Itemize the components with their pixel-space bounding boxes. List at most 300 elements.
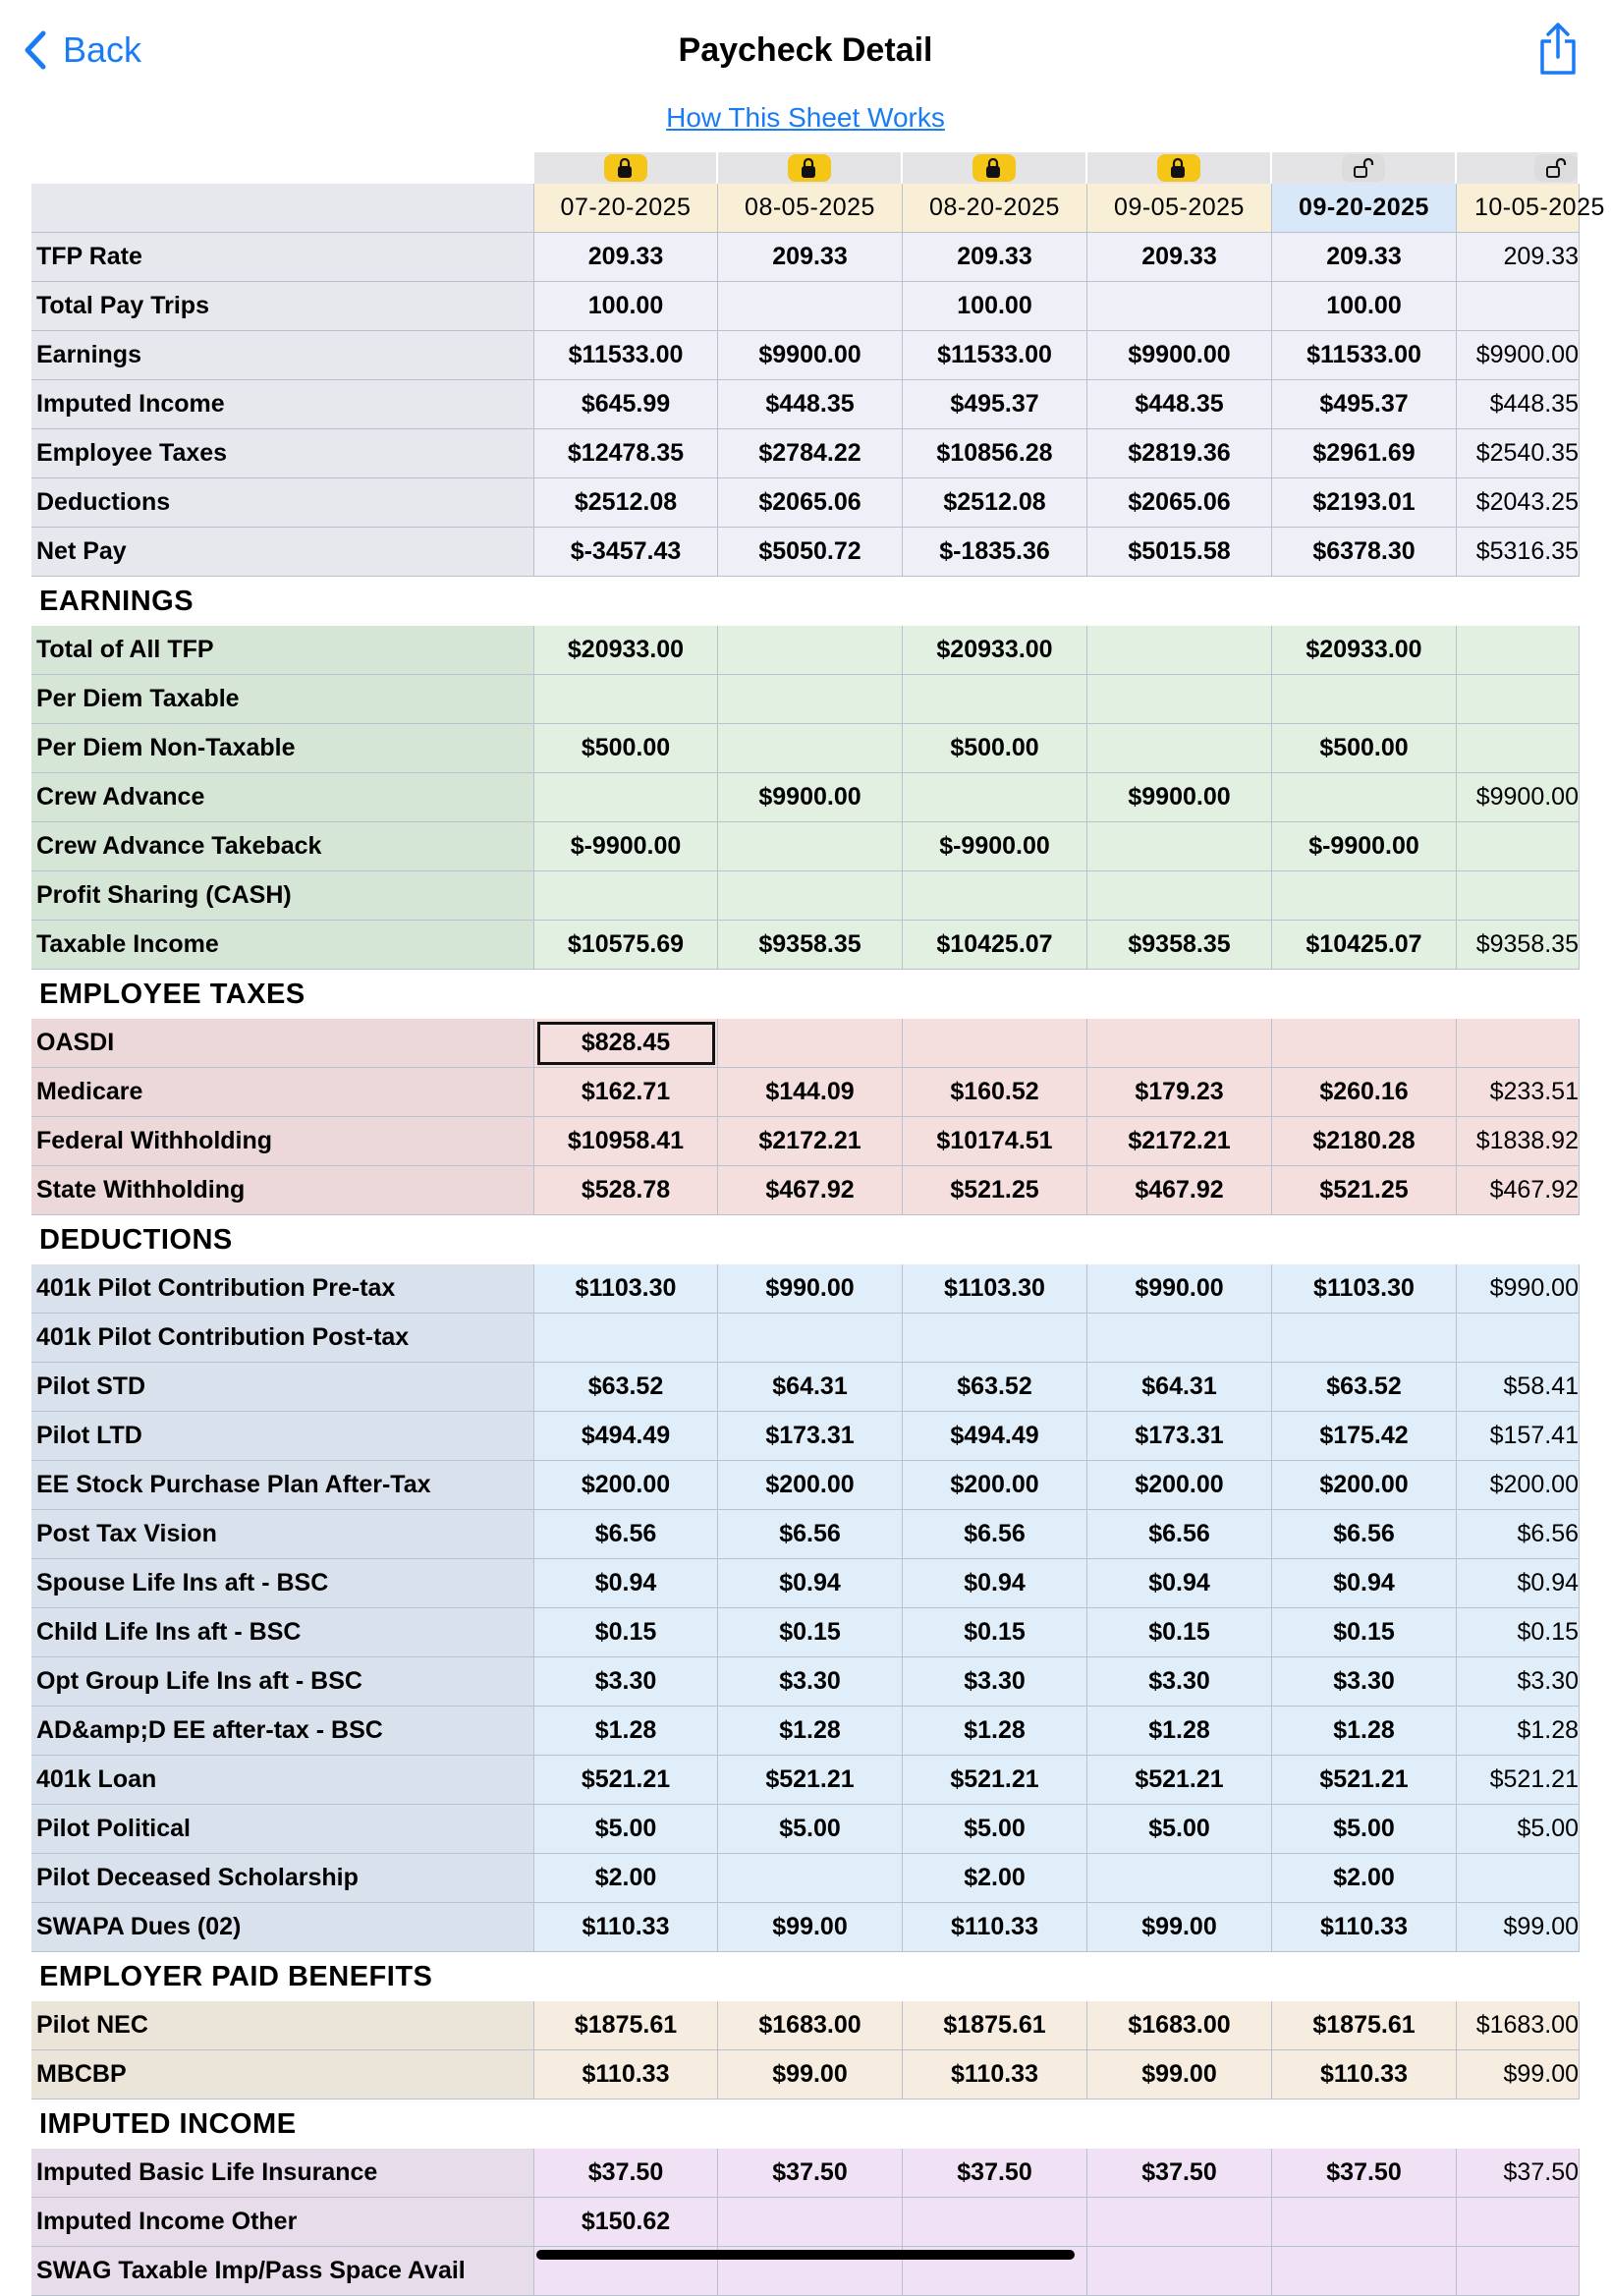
value-cell[interactable]: $157.41 [1457, 1412, 1580, 1461]
row-label: Pilot NEC [31, 2001, 534, 2050]
lock-button[interactable] [1157, 154, 1200, 182]
value-cell[interactable]: $20933.00 [903, 626, 1087, 675]
value-cell[interactable] [1087, 724, 1272, 773]
table-row [31, 1363, 1580, 1412]
value-cell[interactable] [534, 871, 718, 921]
value-cell[interactable]: $3.30 [903, 1657, 1087, 1707]
value-cell[interactable]: $5.00 [903, 1805, 1087, 1854]
value-cell[interactable] [1457, 1854, 1580, 1903]
value-cell[interactable]: 100.00 [534, 282, 718, 331]
value-cell[interactable]: $2.00 [903, 1854, 1087, 1903]
lock-cell [534, 152, 718, 184]
value-cell[interactable]: $6.56 [718, 1510, 903, 1559]
date-header[interactable]: 10-05-2025 [1457, 184, 1580, 233]
value-cell[interactable]: $11533.00 [903, 331, 1087, 380]
table-row [31, 1264, 1580, 1314]
value-cell[interactable]: $467.92 [1087, 1166, 1272, 1215]
value-cell[interactable]: $2784.22 [718, 429, 903, 478]
value-cell[interactable]: $99.00 [1457, 2050, 1580, 2100]
row-label: AD&amp;D EE after-tax - BSC [31, 1707, 534, 1756]
value-cell[interactable]: $1683.00 [1457, 2001, 1580, 2050]
value-cell[interactable]: $448.35 [1087, 380, 1272, 429]
lock-button[interactable] [972, 154, 1016, 182]
value-cell[interactable]: $2.00 [1272, 1854, 1457, 1903]
value-cell[interactable]: $1.28 [903, 1707, 1087, 1756]
value-cell[interactable]: 209.33 [1457, 233, 1580, 282]
value-cell[interactable]: $1683.00 [718, 2001, 903, 2050]
paycheck-grid [31, 152, 1605, 2284]
value-cell[interactable]: $9900.00 [1457, 331, 1580, 380]
value-cell[interactable]: $1875.61 [534, 2001, 718, 2050]
value-cell[interactable]: $110.33 [534, 2050, 718, 2100]
value-cell[interactable]: $37.50 [903, 2149, 1087, 2198]
value-cell[interactable] [903, 675, 1087, 724]
value-cell[interactable]: $448.35 [718, 380, 903, 429]
value-cell[interactable]: $0.94 [1272, 1559, 1457, 1608]
value-cell[interactable]: $6.56 [903, 1510, 1087, 1559]
value-cell[interactable]: $162.71 [534, 1068, 718, 1117]
value-cell[interactable]: $5316.35 [1457, 528, 1580, 577]
row-label: 401k Pilot Contribution Pre-tax [31, 1264, 534, 1314]
value-cell[interactable]: $6.56 [1272, 1510, 1457, 1559]
value-cell[interactable]: $58.41 [1457, 1363, 1580, 1412]
value-cell[interactable]: $10856.28 [903, 429, 1087, 478]
table-row [31, 1805, 1580, 1854]
value-cell[interactable]: $0.15 [1457, 1608, 1580, 1657]
value-cell[interactable] [1272, 2198, 1457, 2247]
value-cell[interactable]: $260.16 [1272, 1068, 1457, 1117]
value-cell[interactable]: $2512.08 [903, 478, 1087, 528]
value-cell[interactable]: $1103.30 [1272, 1264, 1457, 1314]
row-label: Imputed Income [31, 380, 534, 429]
header-corner [31, 184, 534, 233]
value-cell[interactable]: $-3457.43 [534, 528, 718, 577]
value-cell[interactable]: $500.00 [903, 724, 1087, 773]
value-cell[interactable] [718, 626, 903, 675]
value-cell[interactable]: $521.21 [1457, 1756, 1580, 1805]
value-cell[interactable] [1087, 675, 1272, 724]
value-cell[interactable]: $0.94 [1457, 1559, 1580, 1608]
row-label: Total Pay Trips [31, 282, 534, 331]
value-cell[interactable]: $467.92 [1457, 1166, 1580, 1215]
value-cell[interactable]: $10425.07 [903, 921, 1087, 970]
value-cell[interactable]: $9900.00 [1087, 331, 1272, 380]
value-cell[interactable]: $3.30 [1457, 1657, 1580, 1707]
value-cell[interactable] [1457, 2247, 1580, 2296]
value-cell[interactable]: $500.00 [1272, 724, 1457, 773]
value-cell[interactable]: 209.33 [718, 233, 903, 282]
value-cell[interactable]: $6.56 [534, 1510, 718, 1559]
value-cell[interactable]: $37.50 [534, 2149, 718, 2198]
value-cell[interactable]: $0.94 [903, 1559, 1087, 1608]
value-cell[interactable]: $5015.58 [1087, 528, 1272, 577]
row-label: Deductions [31, 478, 534, 528]
row-label: Post Tax Vision [31, 1510, 534, 1559]
value-cell[interactable]: $179.23 [1087, 1068, 1272, 1117]
value-cell[interactable] [718, 2198, 903, 2247]
value-cell[interactable]: $2961.69 [1272, 429, 1457, 478]
unlock-button[interactable] [1342, 154, 1385, 182]
lock-icon [799, 157, 820, 179]
value-cell[interactable]: $521.25 [1272, 1166, 1457, 1215]
value-cell[interactable]: $521.25 [903, 1166, 1087, 1215]
value-cell[interactable]: $110.33 [903, 1903, 1087, 1952]
value-cell[interactable] [534, 773, 718, 822]
value-cell[interactable]: $37.50 [1457, 2149, 1580, 2198]
value-cell[interactable]: $5.00 [1457, 1805, 1580, 1854]
row-label: Imputed Basic Life Insurance [31, 2149, 534, 2198]
value-cell[interactable] [1087, 1854, 1272, 1903]
table-row [31, 1314, 1580, 1363]
table-row [31, 724, 1580, 773]
value-cell[interactable] [1272, 773, 1457, 822]
value-cell[interactable]: $200.00 [718, 1461, 903, 1510]
value-cell[interactable]: $20933.00 [1272, 626, 1457, 675]
table-row [31, 1166, 1580, 1215]
value-cell[interactable]: $99.00 [1087, 1903, 1272, 1952]
value-cell[interactable]: $990.00 [718, 1264, 903, 1314]
value-cell[interactable] [1457, 871, 1580, 921]
value-cell[interactable] [1457, 1314, 1580, 1363]
value-cell[interactable] [1087, 822, 1272, 871]
row-label: Total of All TFP [31, 626, 534, 675]
value-cell[interactable]: $1.28 [1457, 1707, 1580, 1756]
table-row [31, 1117, 1580, 1166]
value-cell[interactable]: $200.00 [1457, 1461, 1580, 1510]
value-cell[interactable]: $990.00 [1457, 1264, 1580, 1314]
value-cell[interactable]: $1.28 [534, 1707, 718, 1756]
value-cell[interactable]: $233.51 [1457, 1068, 1580, 1117]
value-cell[interactable]: $0.15 [903, 1608, 1087, 1657]
lock-cell [1272, 152, 1457, 184]
value-cell[interactable]: $63.52 [1272, 1363, 1457, 1412]
value-cell[interactable]: $828.45 [534, 1019, 718, 1068]
value-cell[interactable] [1457, 282, 1580, 331]
value-cell[interactable] [718, 724, 903, 773]
row-label: SWAG Taxable Imp/Pass Space Avail [31, 2247, 534, 2296]
value-cell[interactable]: $0.15 [1087, 1608, 1272, 1657]
summary-row [31, 478, 1580, 528]
value-cell[interactable]: $9900.00 [718, 331, 903, 380]
value-cell[interactable]: $500.00 [534, 724, 718, 773]
value-cell[interactable]: $10575.69 [534, 921, 718, 970]
value-cell[interactable] [1087, 1019, 1272, 1068]
value-cell[interactable]: $2180.28 [1272, 1117, 1457, 1166]
value-cell[interactable]: $521.21 [1272, 1756, 1457, 1805]
date-header[interactable]: 08-05-2025 [718, 184, 903, 233]
home-indicator [536, 2250, 1075, 2260]
value-cell[interactable]: $-9900.00 [1272, 822, 1457, 871]
value-cell[interactable] [1272, 1314, 1457, 1363]
value-cell[interactable] [1457, 675, 1580, 724]
value-cell[interactable]: $10425.07 [1272, 921, 1457, 970]
value-cell[interactable]: $521.21 [534, 1756, 718, 1805]
value-cell[interactable]: 100.00 [1272, 282, 1457, 331]
value-cell[interactable]: $2172.21 [718, 1117, 903, 1166]
value-cell[interactable]: $10958.41 [534, 1117, 718, 1166]
value-cell[interactable]: $1.28 [1272, 1707, 1457, 1756]
value-cell[interactable] [903, 871, 1087, 921]
value-cell[interactable] [1457, 724, 1580, 773]
value-cell[interactable]: $110.33 [1272, 1903, 1457, 1952]
section-title: IMPUTED INCOME [39, 2107, 297, 2140]
value-cell[interactable] [718, 822, 903, 871]
table-row [31, 1461, 1580, 1510]
value-cell[interactable]: 209.33 [903, 233, 1087, 282]
value-cell[interactable]: $1103.30 [534, 1264, 718, 1314]
value-cell[interactable] [1457, 2198, 1580, 2247]
value-cell[interactable]: $5.00 [1087, 1805, 1272, 1854]
value-cell[interactable]: $521.21 [903, 1756, 1087, 1805]
value-cell[interactable]: $9358.35 [1457, 921, 1580, 970]
value-cell[interactable]: $521.21 [1087, 1756, 1272, 1805]
row-label: MBCBP [31, 2050, 534, 2100]
value-cell[interactable] [903, 2198, 1087, 2247]
value-cell[interactable]: $9358.35 [1087, 921, 1272, 970]
section-title: DEDUCTIONS [39, 1223, 233, 1256]
value-cell[interactable]: 209.33 [1087, 233, 1272, 282]
value-cell[interactable]: $64.31 [1087, 1363, 1272, 1412]
value-cell[interactable]: $5.00 [534, 1805, 718, 1854]
value-cell[interactable]: $3.30 [718, 1657, 903, 1707]
summary-row [31, 282, 1580, 331]
value-cell[interactable]: $3.30 [534, 1657, 718, 1707]
row-label: 401k Loan [31, 1756, 534, 1805]
value-cell[interactable]: $2540.35 [1457, 429, 1580, 478]
value-cell[interactable]: $0.15 [718, 1608, 903, 1657]
lock-row [31, 152, 1580, 184]
value-cell[interactable] [903, 1314, 1087, 1363]
value-cell[interactable]: $200.00 [1272, 1461, 1457, 1510]
table-row [31, 2198, 1580, 2247]
table-row [31, 822, 1580, 871]
value-cell[interactable] [1087, 1314, 1272, 1363]
value-cell[interactable] [718, 1314, 903, 1363]
value-cell[interactable] [903, 1019, 1087, 1068]
value-cell[interactable]: $3.30 [1087, 1657, 1272, 1707]
value-cell[interactable]: $5.00 [1272, 1805, 1457, 1854]
value-cell[interactable]: $0.94 [1087, 1559, 1272, 1608]
value-cell[interactable]: $1.28 [1087, 1707, 1272, 1756]
value-cell[interactable]: $1683.00 [1087, 2001, 1272, 2050]
value-cell[interactable]: 100.00 [903, 282, 1087, 331]
value-cell[interactable]: $173.31 [718, 1412, 903, 1461]
value-cell[interactable]: $2819.36 [1087, 429, 1272, 478]
value-cell[interactable]: $200.00 [903, 1461, 1087, 1510]
value-cell[interactable]: $5.00 [718, 1805, 903, 1854]
value-cell[interactable]: $1875.61 [1272, 2001, 1457, 2050]
value-cell[interactable] [1457, 822, 1580, 871]
value-cell[interactable] [1087, 282, 1272, 331]
table-row [31, 871, 1580, 921]
date-header[interactable]: 08-20-2025 [903, 184, 1087, 233]
value-cell[interactable]: $200.00 [1087, 1461, 1272, 1510]
section-title: EARNINGS [39, 585, 194, 617]
value-cell[interactable]: $0.94 [534, 1559, 718, 1608]
value-cell[interactable]: $528.78 [534, 1166, 718, 1215]
date-header[interactable]: 09-20-2025 [1272, 184, 1457, 233]
value-cell[interactable]: $10174.51 [903, 1117, 1087, 1166]
table-row [31, 1854, 1580, 1903]
value-cell[interactable]: $9900.00 [1087, 773, 1272, 822]
row-label: OASDI [31, 1019, 534, 1068]
value-cell[interactable]: $990.00 [1087, 1264, 1272, 1314]
value-cell[interactable]: $494.49 [534, 1412, 718, 1461]
value-cell[interactable]: $-9900.00 [903, 822, 1087, 871]
value-cell[interactable] [1272, 1019, 1457, 1068]
table-row [31, 1068, 1580, 1117]
value-cell[interactable] [718, 871, 903, 921]
value-cell[interactable] [718, 1019, 903, 1068]
summary-row [31, 528, 1580, 577]
value-cell[interactable]: $160.52 [903, 1068, 1087, 1117]
row-label: Medicare [31, 1068, 534, 1117]
unlock-button[interactable] [1534, 154, 1578, 182]
value-cell[interactable] [1457, 626, 1580, 675]
share-icon [1536, 22, 1580, 77]
value-cell[interactable] [718, 675, 903, 724]
date-header[interactable]: 09-05-2025 [1087, 184, 1272, 233]
value-cell[interactable]: $521.21 [718, 1756, 903, 1805]
value-cell[interactable]: $6378.30 [1272, 528, 1457, 577]
value-cell[interactable]: $150.62 [534, 2198, 718, 2247]
value-cell[interactable]: $467.92 [718, 1166, 903, 1215]
row-label: 401k Pilot Contribution Post-tax [31, 1314, 534, 1363]
value-cell[interactable]: $64.31 [718, 1363, 903, 1412]
value-cell[interactable] [1087, 2198, 1272, 2247]
unlock-icon [1545, 157, 1567, 179]
value-cell[interactable]: $9900.00 [718, 773, 903, 822]
lock-button[interactable] [604, 154, 647, 182]
value-cell[interactable] [1272, 2247, 1457, 2296]
value-cell[interactable]: $5050.72 [718, 528, 903, 577]
value-cell[interactable]: $9900.00 [1457, 773, 1580, 822]
share-button[interactable] [1536, 22, 1580, 77]
value-cell[interactable]: $99.00 [1087, 2050, 1272, 2100]
value-cell[interactable]: $2.00 [534, 1854, 718, 1903]
value-cell[interactable]: $37.50 [718, 2149, 903, 2198]
value-cell[interactable]: $2065.06 [718, 478, 903, 528]
value-cell[interactable] [1087, 871, 1272, 921]
table-row [31, 2050, 1580, 2100]
summary-row [31, 233, 1580, 282]
value-cell[interactable]: $175.42 [1272, 1412, 1457, 1461]
value-cell[interactable]: $2043.25 [1457, 478, 1580, 528]
value-cell[interactable]: $6.56 [1087, 1510, 1272, 1559]
lock-button[interactable] [788, 154, 831, 182]
value-cell[interactable] [1087, 626, 1272, 675]
value-cell[interactable]: $11533.00 [534, 331, 718, 380]
table-row [31, 675, 1580, 724]
value-cell[interactable]: $6.56 [1457, 1510, 1580, 1559]
value-cell[interactable]: $200.00 [534, 1461, 718, 1510]
value-cell[interactable] [718, 282, 903, 331]
row-label: Net Pay [31, 528, 534, 577]
value-cell[interactable]: $1.28 [718, 1707, 903, 1756]
value-cell[interactable] [1457, 1019, 1580, 1068]
help-link[interactable]: How This Sheet Works [666, 102, 945, 133]
value-cell[interactable]: $99.00 [718, 1903, 903, 1952]
value-cell[interactable]: $1838.92 [1457, 1117, 1580, 1166]
value-cell[interactable]: $110.33 [903, 2050, 1087, 2100]
value-cell[interactable]: $173.31 [1087, 1412, 1272, 1461]
value-cell[interactable]: $110.33 [534, 1903, 718, 1952]
section-title: EMPLOYEE TAXES [39, 978, 306, 1010]
value-cell[interactable]: $2193.01 [1272, 478, 1457, 528]
table-row [31, 1756, 1580, 1805]
lock-spacer [31, 152, 534, 184]
value-cell[interactable]: $-9900.00 [534, 822, 718, 871]
value-cell[interactable]: 209.33 [1272, 233, 1457, 282]
row-label: Imputed Income Other [31, 2198, 534, 2247]
value-cell[interactable] [534, 675, 718, 724]
value-cell[interactable]: $1875.61 [903, 2001, 1087, 2050]
value-cell[interactable]: $-1835.36 [903, 528, 1087, 577]
back-label: Back [63, 29, 142, 70]
row-label: Opt Group Life Ins aft - BSC [31, 1657, 534, 1707]
value-cell[interactable]: $0.15 [534, 1608, 718, 1657]
value-cell[interactable]: $2172.21 [1087, 1117, 1272, 1166]
value-cell[interactable]: $20933.00 [534, 626, 718, 675]
value-cell[interactable]: $99.00 [718, 2050, 903, 2100]
row-label: Crew Advance Takeback [31, 822, 534, 871]
value-cell[interactable]: $2512.08 [534, 478, 718, 528]
value-cell[interactable]: $495.37 [1272, 380, 1457, 429]
value-cell[interactable]: $0.94 [718, 1559, 903, 1608]
row-label: Pilot Deceased Scholarship [31, 1854, 534, 1903]
table-row [31, 2001, 1580, 2050]
table-row [31, 1608, 1580, 1657]
value-cell[interactable]: $63.52 [903, 1363, 1087, 1412]
value-cell[interactable] [903, 773, 1087, 822]
row-label: Per Diem Non-Taxable [31, 724, 534, 773]
value-cell[interactable]: $448.35 [1457, 380, 1580, 429]
value-cell[interactable]: $2065.06 [1087, 478, 1272, 528]
lock-cell [903, 152, 1087, 184]
value-cell[interactable]: $495.37 [903, 380, 1087, 429]
value-cell[interactable] [534, 1314, 718, 1363]
table-row [31, 921, 1580, 970]
section-title: EMPLOYER PAID BENEFITS [39, 1960, 433, 1992]
value-cell[interactable]: $12478.35 [534, 429, 718, 478]
value-cell[interactable] [1272, 871, 1457, 921]
value-cell[interactable] [718, 1854, 903, 1903]
value-cell[interactable]: $11533.00 [1272, 331, 1457, 380]
value-cell[interactable]: $144.09 [718, 1068, 903, 1117]
value-cell[interactable]: $645.99 [534, 380, 718, 429]
table-row [31, 1559, 1580, 1608]
value-cell[interactable]: $37.50 [1087, 2149, 1272, 2198]
date-header[interactable]: 07-20-2025 [534, 184, 718, 233]
value-cell[interactable]: $1103.30 [903, 1264, 1087, 1314]
table-row [31, 626, 1580, 675]
row-label: Pilot Political [31, 1805, 534, 1854]
value-cell[interactable]: $9358.35 [718, 921, 903, 970]
value-cell[interactable] [1272, 675, 1457, 724]
value-cell[interactable]: $3.30 [1272, 1657, 1457, 1707]
lock-cell [718, 152, 903, 184]
row-label: Pilot LTD [31, 1412, 534, 1461]
value-cell[interactable] [1087, 2247, 1272, 2296]
value-cell[interactable]: $63.52 [534, 1363, 718, 1412]
value-cell[interactable]: 209.33 [534, 233, 718, 282]
row-label: State Withholding [31, 1166, 534, 1215]
value-cell[interactable]: $0.15 [1272, 1608, 1457, 1657]
value-cell[interactable]: $99.00 [1457, 1903, 1580, 1952]
value-cell[interactable]: $494.49 [903, 1412, 1087, 1461]
value-cell[interactable]: $37.50 [1272, 2149, 1457, 2198]
value-cell[interactable]: $110.33 [1272, 2050, 1457, 2100]
